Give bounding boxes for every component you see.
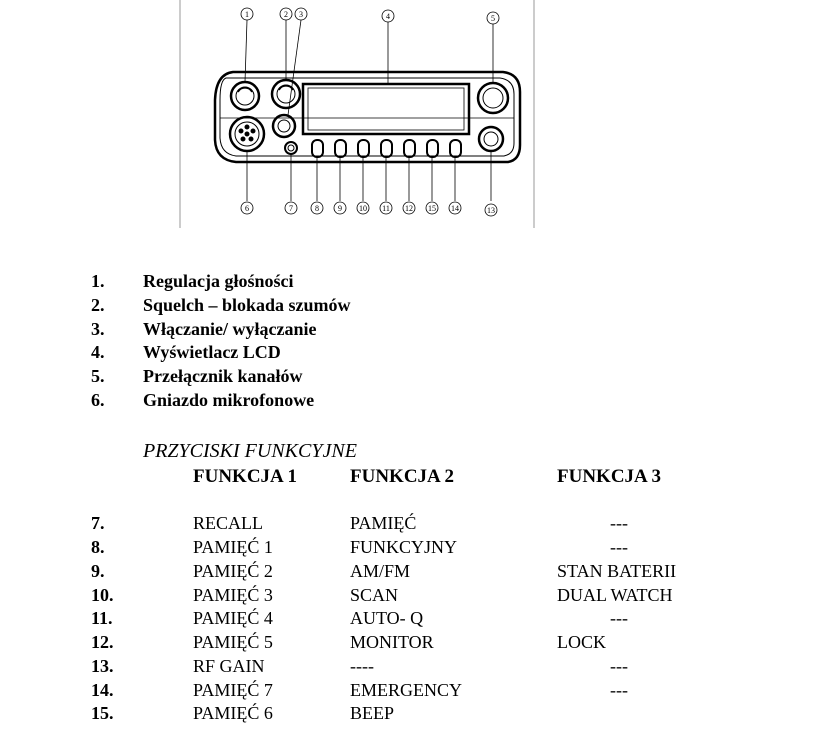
callout-6 <box>241 202 253 214</box>
callout-5 <box>487 12 499 24</box>
button-number: 15. <box>91 703 114 723</box>
function-1-value: RECALL <box>193 513 263 533</box>
function-1-value: PAMIĘĆ 6 <box>193 703 273 723</box>
lcd-display <box>303 84 469 134</box>
control-label: Włączanie/ wyłączanie <box>143 319 317 339</box>
button-9 <box>335 140 346 157</box>
control-number: 4. <box>91 342 105 362</box>
button-15 <box>427 140 438 157</box>
callout-label: 1 <box>245 10 249 19</box>
function-buttons <box>312 140 461 157</box>
function-1-value: PAMIĘĆ 2 <box>193 561 273 581</box>
control-number: 6. <box>91 390 105 410</box>
control-label: Regulacja głośności <box>143 271 294 291</box>
button-number: 11. <box>91 608 113 628</box>
volume-knob <box>231 82 259 110</box>
callout-14 <box>449 202 461 214</box>
function-2-value: BEEP <box>350 703 395 723</box>
callout-label: 3 <box>299 10 303 19</box>
button-number: 7. <box>91 513 105 533</box>
button-number: 9. <box>91 561 105 581</box>
function-1-value: RF GAIN <box>193 656 265 676</box>
button-12 <box>404 140 415 157</box>
button-number: 8. <box>91 537 105 557</box>
microphone-socket <box>230 117 264 151</box>
callout-12 <box>403 202 415 214</box>
control-number: 5. <box>91 366 105 386</box>
callout-label: 11 <box>382 204 390 213</box>
callout-label: 8 <box>315 204 319 213</box>
button-14 <box>450 140 461 157</box>
small-button-7 <box>285 142 297 154</box>
callout-7 <box>285 202 297 214</box>
callout-label: 15 <box>428 204 436 213</box>
control-number: 3. <box>91 319 105 339</box>
function-3-value: --- <box>610 680 628 700</box>
radio-front-panel-diagram <box>178 0 538 228</box>
callout-10 <box>357 202 369 214</box>
header-funkcja-3: FUNKCJA 3 <box>557 466 661 487</box>
control-label: Gniazdo mikrofonowe <box>143 390 315 410</box>
callout-2 <box>280 8 292 20</box>
section-title: PRZYCISKI FUNKCYJNE <box>143 440 357 462</box>
callout-label: 10 <box>359 204 367 213</box>
callout-label: 6 <box>245 204 249 213</box>
function-2-value: SCAN <box>350 585 399 605</box>
function-1-value: PAMIĘĆ 5 <box>193 632 273 652</box>
callout-13 <box>485 204 497 216</box>
control-label: Wyświetlacz LCD <box>143 342 281 362</box>
channel-selector-knob <box>478 83 508 113</box>
function-3-value: --- <box>610 537 628 557</box>
callout-8 <box>311 202 323 214</box>
squelch-knob <box>272 80 300 108</box>
function-2-value: ---- <box>350 656 374 676</box>
callout-4 <box>382 10 394 22</box>
rf-gain-knob <box>479 127 503 151</box>
function-1-value: PAMIĘĆ 4 <box>193 608 273 628</box>
callout-label: 9 <box>338 204 342 213</box>
function-2-value: AM/FM <box>350 561 411 581</box>
button-10 <box>358 140 369 157</box>
function-3-value: --- <box>610 513 628 533</box>
function-3-value: DUAL WATCH <box>557 585 673 605</box>
control-number: 1. <box>91 271 105 291</box>
button-number: 14. <box>91 680 114 700</box>
radio-panel-body <box>215 72 520 162</box>
callout-label: 4 <box>386 12 390 21</box>
button-number: 13. <box>91 656 114 676</box>
callout-label: 12 <box>405 204 413 213</box>
function-2-value: AUTO- Q <box>350 608 424 628</box>
control-label: Przełącznik kanałów <box>143 366 303 386</box>
button-11 <box>381 140 392 157</box>
header-funkcja-1: FUNKCJA 1 <box>193 466 297 487</box>
leader-lines <box>245 20 493 201</box>
function-2-value: MONITOR <box>350 632 434 652</box>
function-1-value: PAMIĘĆ 7 <box>193 680 273 700</box>
function-1-value: PAMIĘĆ 1 <box>193 537 273 557</box>
function-2-value: EMERGENCY <box>350 680 462 700</box>
callout-3 <box>295 8 307 20</box>
callout-1 <box>241 8 253 20</box>
function-3-value: LOCK <box>557 632 606 652</box>
control-number: 2. <box>91 295 105 315</box>
function-2-value: PAMIĘĆ <box>350 513 417 533</box>
function-3-value: --- <box>610 656 628 676</box>
callout-label: 13 <box>487 206 495 215</box>
callout-label: 5 <box>491 14 495 23</box>
callout-label: 2 <box>284 10 288 19</box>
header-funkcja-2: FUNKCJA 2 <box>350 466 454 487</box>
function-2-value: FUNKCYJNY <box>350 537 458 557</box>
callout-9 <box>334 202 346 214</box>
callout-15 <box>426 202 438 214</box>
control-label: Squelch – blokada szumów <box>143 295 351 315</box>
button-8 <box>312 140 323 157</box>
function-3-value: STAN BATERII <box>557 561 677 581</box>
callout-11 <box>380 202 392 214</box>
button-number: 10. <box>91 585 114 605</box>
button-number: 12. <box>91 632 114 652</box>
function-1-value: PAMIĘĆ 3 <box>193 585 273 605</box>
function-3-value: --- <box>610 608 628 628</box>
callout-label: 7 <box>289 204 293 213</box>
callout-label: 14 <box>451 204 459 213</box>
